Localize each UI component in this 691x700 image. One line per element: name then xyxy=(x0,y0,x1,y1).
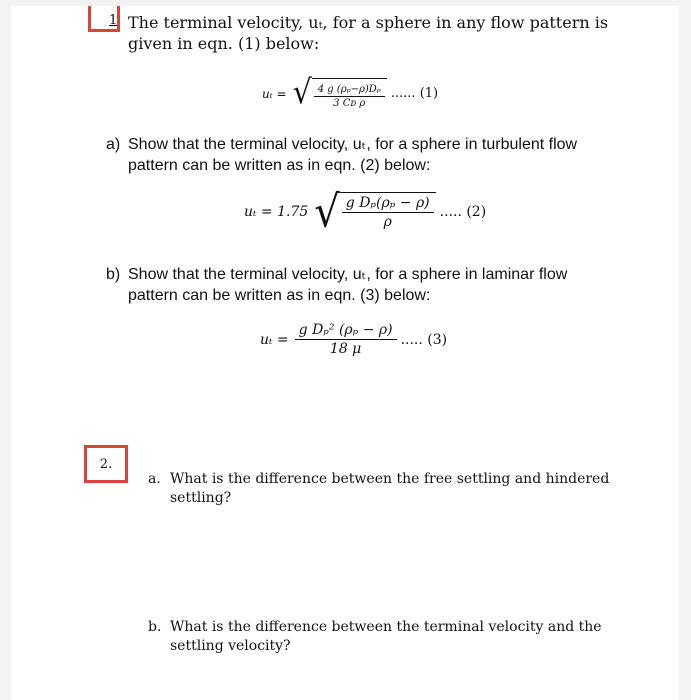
q2-part-a-label: a. xyxy=(148,471,161,487)
equation-1-sqrt: √ $\frac{\text{4 g (ρₚ−ρ)Dₚ}}{\text{3 Cᴅ ρ}}$ xyxy=(293,78,387,109)
equation-2-tag: ..... (2) xyxy=(439,204,487,220)
question-1-part-b xyxy=(106,264,606,306)
question-1-part-a xyxy=(106,134,606,176)
equation-2 xyxy=(244,186,487,238)
question-2-marker-box xyxy=(84,445,128,483)
equation-1-lhs: uₜ = xyxy=(262,86,287,101)
equation-2-denominator: ρ xyxy=(383,214,392,230)
question-2-part-a xyxy=(148,470,648,508)
equation-2-sqrt: √ $\frac{\text{g Dₚ(ρₚ − ρ)}}{\rho}$ xyxy=(314,192,435,232)
equation-2-lhs: uₜ = 1.75 xyxy=(244,204,309,220)
equation-3-numerator: g Dₚ² (ρₚ − ρ) xyxy=(295,322,397,340)
part-b-label: b) xyxy=(106,266,121,283)
equation-3-denominator: 18 μ xyxy=(329,341,362,357)
q2-part-b-text: What is the difference between the terminal velocity and the settling velocity? xyxy=(170,619,602,654)
question-2-number: 2. xyxy=(99,456,113,472)
question-1-intro: The terminal velocity, uₜ, for a sphere in any flow pattern is given in eqn. (1) below: xyxy=(128,13,609,53)
equation-3 xyxy=(260,322,447,357)
q2-part-a-text: What is the difference between the free settling and hindered settling? xyxy=(170,471,610,506)
question-2-part-b xyxy=(148,618,618,656)
part-b-text: Show that the terminal velocity, uₜ, for a sphere in laminar flow pattern can be written as in eqn. (3) below: xyxy=(128,266,568,304)
equation-1-denominator: 3 Cᴅ ρ xyxy=(333,98,366,109)
page-edge-left xyxy=(0,0,11,700)
part-a-label: a) xyxy=(106,136,121,153)
equation-1-tag: ...... (1) xyxy=(390,86,439,101)
equation-2-numerator: g Dₚ(ρₚ − ρ) xyxy=(342,195,434,213)
part-a-text: Show that the terminal velocity, uₜ, for a sphere in turbulent flow pattern can be written as in eqn. (2) below: xyxy=(128,136,578,174)
equation-3-lhs: uₜ = xyxy=(260,331,289,348)
page-edge-right xyxy=(679,0,691,700)
equation-1-numerator: 4 g (ρₚ−ρ)Dₚ xyxy=(314,84,385,97)
question-1-number: 1 xyxy=(109,13,118,28)
equation-3-tag: ..... (3) xyxy=(400,331,448,348)
equation-1 xyxy=(262,73,439,112)
q2-part-b-label: b. xyxy=(148,619,162,635)
